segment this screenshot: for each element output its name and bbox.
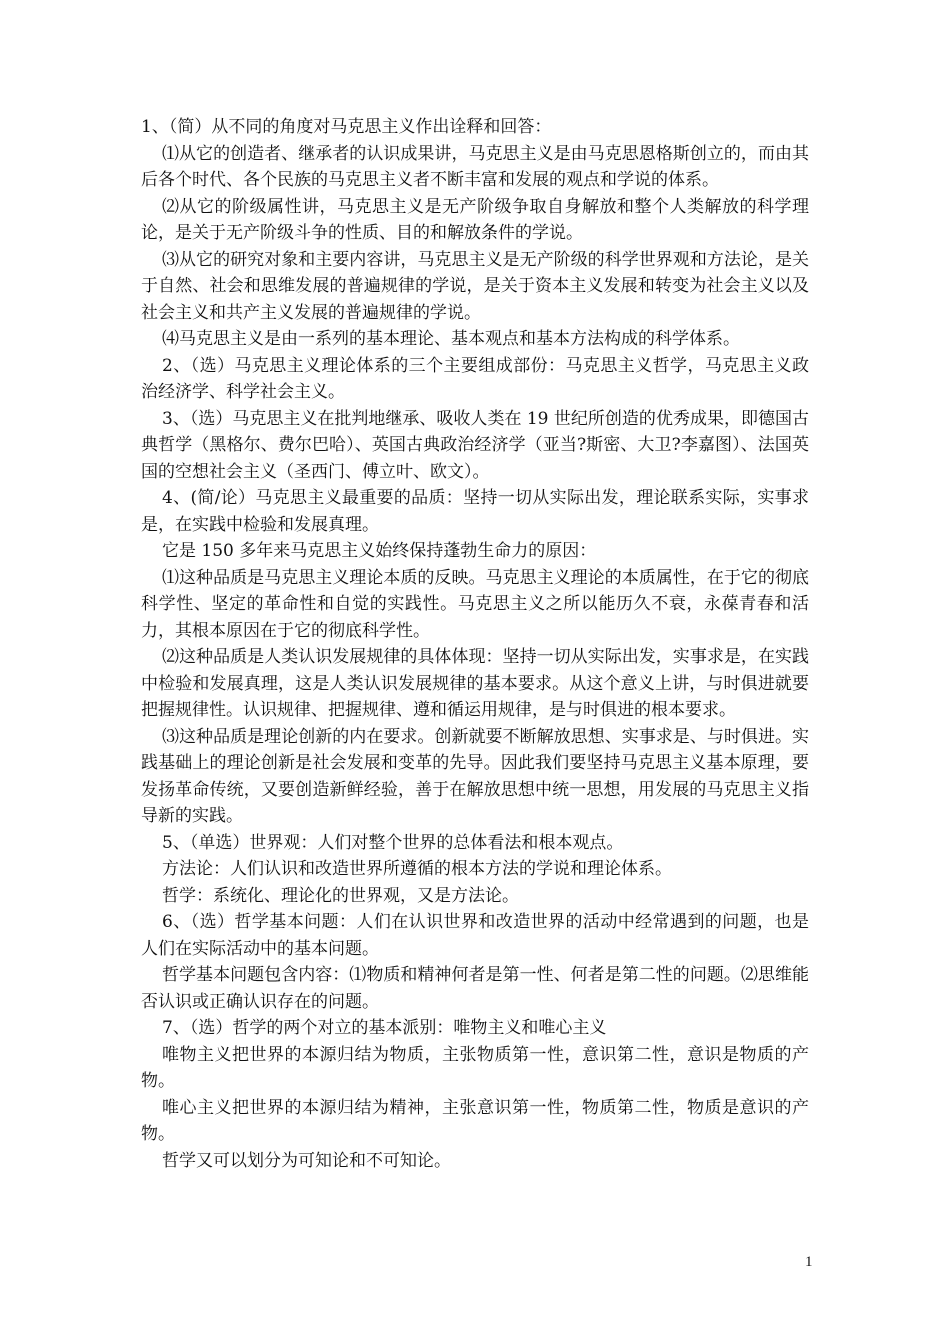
paragraph: 唯物主义把世界的本源归结为物质，主张物质第一性，意识第二性，意识是物质的产物。 bbox=[141, 1044, 809, 1091]
paragraph: 它是 150 多年来马克思主义始终保持蓬勃生命力的原因： bbox=[162, 541, 597, 561]
paragraph: 方法论：人们认识和改造世界所遵循的根本方法的学说和理论体系。 bbox=[162, 859, 672, 879]
paragraph-2-heading: 2、（选）马克思主义理论体系的三个主要组成部份：马克思主义哲学，马克思主义政治经济学、科学社会主义。 bbox=[141, 355, 809, 402]
paragraph-3-heading: 3、（选）马克思主义在批判地继承、吸收人类在 19 世纪所创造的优秀成果，即德国古典哲学（黑格尔、费尔巴哈）、英国古典政治经济学（亚当?斯密、大卫?李嘉图）、法国英国的空想社会主义（圣西门、傅立叶、欧文）。 bbox=[141, 408, 809, 482]
paragraph-4-heading: 4、(简/论）马克思主义最重要的品质：坚持一切从实际出发，理论联系实际，实事求是，在实践中检验和发展真理。 bbox=[141, 488, 809, 535]
paragraph: ⑶从它的研究对象和主要内容讲，马克思主义是无产阶级的科学世界观和方法论，是关于自然、社会和思维发展的普遍规律的学说，是关于资本主义发展和转变为社会主义以及社会主义和共产主义发展的普遍规律的学说。 bbox=[141, 249, 809, 323]
paragraph: ⑷马克思主义是由一系列的基本理论、基本观点和基本方法构成的科学体系。 bbox=[162, 329, 740, 349]
paragraph: 哲学基本问题包含内容：⑴物质和精神何者是第一性、何者是第二性的问题。⑵思维能否认识或正确认识存在的问题。 bbox=[141, 965, 809, 1012]
paragraph-6-heading: 6、（选）哲学基本问题：人们在认识世界和改造世界的活动中经常遇到的问题，也是人们在实际活动中的基本问题。 bbox=[141, 912, 809, 959]
paragraph: ⑵从它的阶级属性讲，马克思主义是无产阶级争取自身解放和整个人类解放的科学理论，是关于无产阶级斗争的性质、目的和解放条件的学说。 bbox=[141, 196, 809, 243]
document-body bbox=[141, 114, 809, 1174]
paragraph-7-heading: 7、（选）哲学的两个对立的基本派别：唯物主义和唯心主义 bbox=[162, 1018, 607, 1038]
paragraph: ⑶这种品质是理论创新的内在要求。创新就要不断解放思想、实事求是、与时俱进。实践基础上的理论创新是社会发展和变革的先导。因此我们要坚持马克思主义基本原理，要发扬革命传统，又要创造新鲜经验，善于在解放思想中统一思想，用发展的马克思主义指导新的实践。 bbox=[141, 726, 809, 826]
paragraph: ⑵这种品质是人类认识发展规律的具体体现：坚持一切从实际出发，实事求是，在实践中检验和发展真理，这是人类认识发展规律的基本要求。从这个意义上讲，与时俱进就要把握规律性。认识规律、把握规律、遵和循运用规律，是与时俱进的根本要求。 bbox=[141, 647, 809, 720]
paragraph: 哲学又可以划分为可知论和不可知论。 bbox=[162, 1150, 451, 1171]
paragraph-5-heading: 5、（单选）世界观：人们对整个世界的总体看法和根本观点。 bbox=[162, 832, 624, 853]
paragraph: 哲学：系统化、理论化的世界观，又是方法论。 bbox=[162, 885, 519, 906]
paragraph: ⑴这种品质是马克思主义理论本质的反映。马克思主义理论的本质属性，在于它的彻底科学性、坚定的革命性和自觉的实践性。马克思主义之所以能历久不衰，永葆青春和活力，其根本原因在于它的彻底科学性。 bbox=[141, 567, 809, 641]
paragraph: ⑴从它的创造者、继承者的认识成果讲，马克思主义是由马克思恩格斯创立的，而由其后各个时代、各个民族的马克思主义者不断丰富和发展的观点和学说的体系。 bbox=[141, 143, 809, 190]
page-number: 1 bbox=[805, 1254, 813, 1270]
paragraph: 唯心主义把世界的本源归结为精神，主张意识第一性，物质第二性，物质是意识的产物。 bbox=[141, 1097, 809, 1144]
paragraph-1-heading: 1、（简）从不同的角度对马克思主义作出诠释和回答： bbox=[141, 117, 552, 137]
